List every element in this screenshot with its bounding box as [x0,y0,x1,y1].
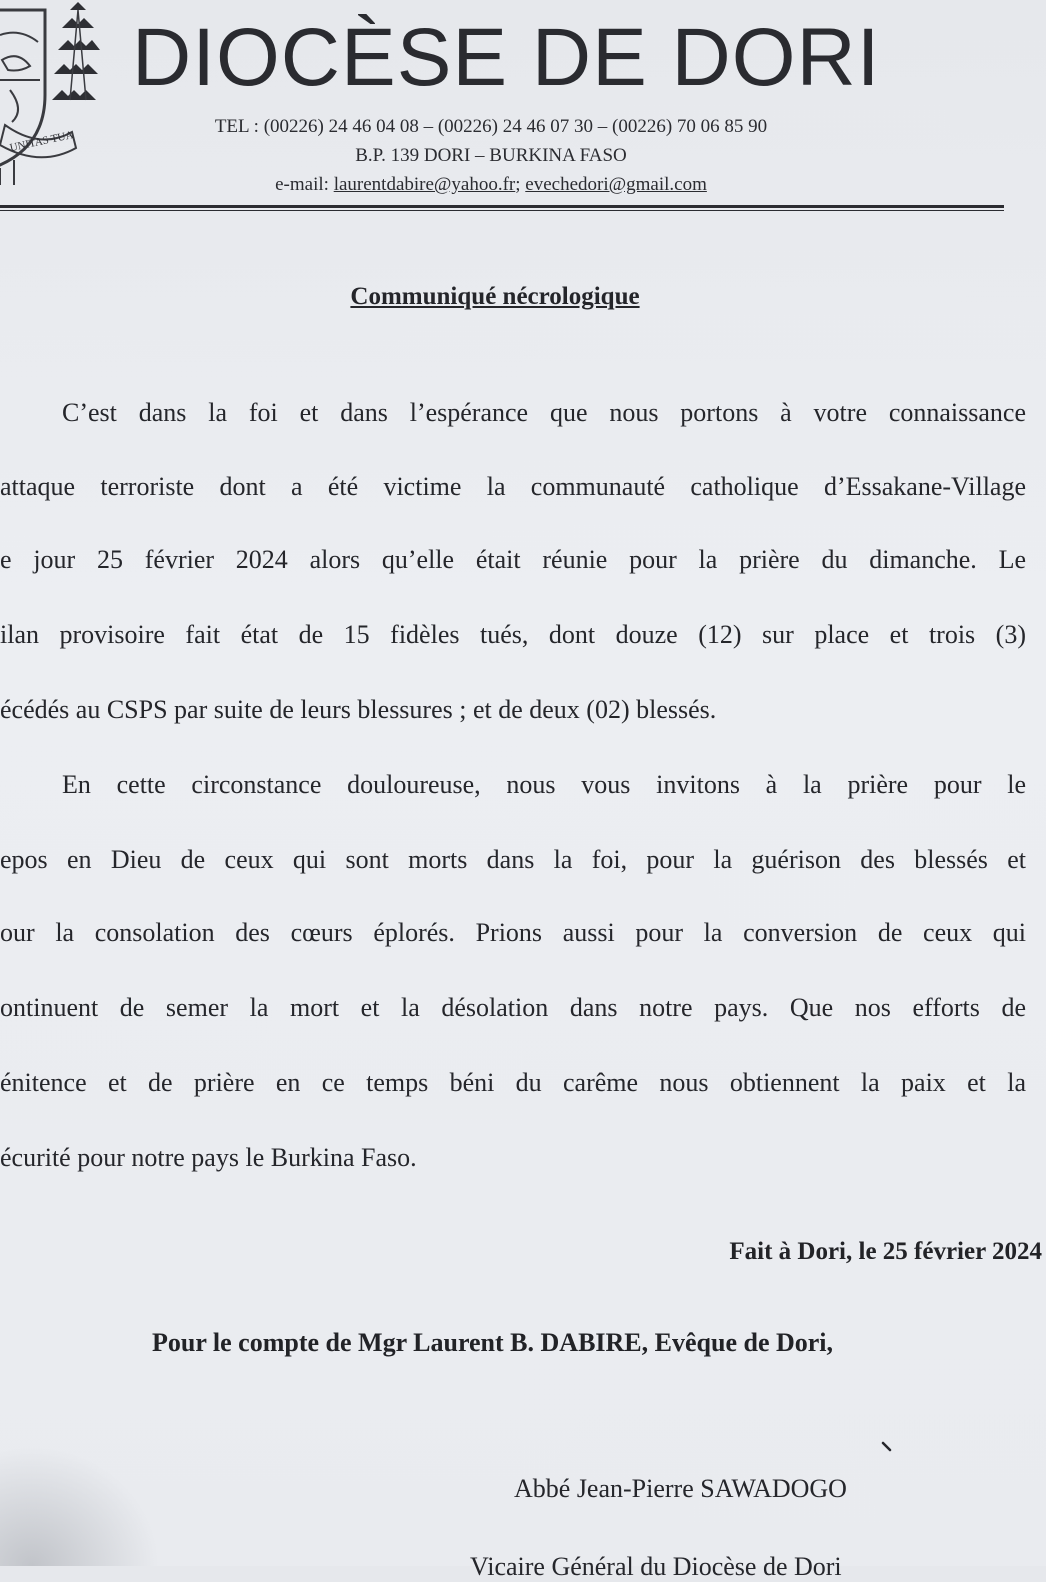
signatory-title: Vicaire Général du Diocèse de Dori [470,1552,842,1581]
paragraph-1-line: ilan provisoire fait état de 15 fidèles tués, dont douze (12) sur place et trois (3) [0,620,1026,649]
header-divider [0,205,1004,208]
notice-heading: Communiqué nécrologique [350,283,640,310]
on-behalf-line: Pour le compte de Mgr Laurent B. DABIRE, Evêque de Dori, [152,1328,834,1357]
paragraph-1-line: e jour 25 février 2024 alors qu’elle était réunie pour la prière du dimanche. Le [0,545,1026,574]
paragraph-2-line: écurité pour notre pays le Burkina Faso. [0,1143,417,1172]
header-divider-thin [0,210,1004,211]
postal-address: B.P. 139 DORI – BURKINA FASO [355,145,627,166]
email-line [0,174,982,196]
paragraph-2-line: En cette circonstance douloureuse, nous vous invitons à la prière pour le [62,770,1026,799]
dateline: Fait à Dori, le 25 février 2024 [729,1238,1042,1265]
signatory-name: Abbé Jean-Pierre SAWADOGO [514,1474,847,1503]
paragraph-1-line: C’est dans la foi et dans l’espérance que nous portons à votre connaissance [62,398,1026,427]
email-link-1[interactable]: laurentdabire@yahoo.fr [333,174,516,195]
paragraph-2-line: ontinuent de semer la mort et la désolation dans notre pays. Que nos efforts de [0,993,1026,1022]
paragraph-2-line: our la consolation des cœurs éplorés. Prions aussi pour la conversion de ceux qui [0,918,1026,947]
paragraph-1-line: attaque terroriste dont a été victime la communauté catholique d’Essakane-Village [0,472,1026,501]
email-prefix: e-mail: [275,174,334,195]
paragraph-2-line: énitence et de prière en ce temps béni du carême nous obtiennent la paix et la [0,1068,1026,1097]
svg-text:UNITAS TUA: UNITAS TUA [8,129,75,155]
telephone-line: TEL : (00226) 24 46 04 08 – (00226) 24 46 07 30 – (00226) 70 06 85 90 [214,116,768,137]
diocese-title: DIOCÈSE DE DORI [132,12,881,103]
photo-shadow [0,1446,160,1566]
email-separator: ; [515,174,526,195]
email-link-2[interactable]: evechedori@gmail.com [525,174,707,195]
paragraph-2-line: epos en Dieu de ceux qui sont morts dans la foi, pour la guérison des blessés et [0,845,1026,874]
ink-mark-icon [880,1440,894,1454]
paragraph-1-line: écédés au CSPS par suite de leurs blessures ; et de deux (02) blessés. [0,695,717,724]
